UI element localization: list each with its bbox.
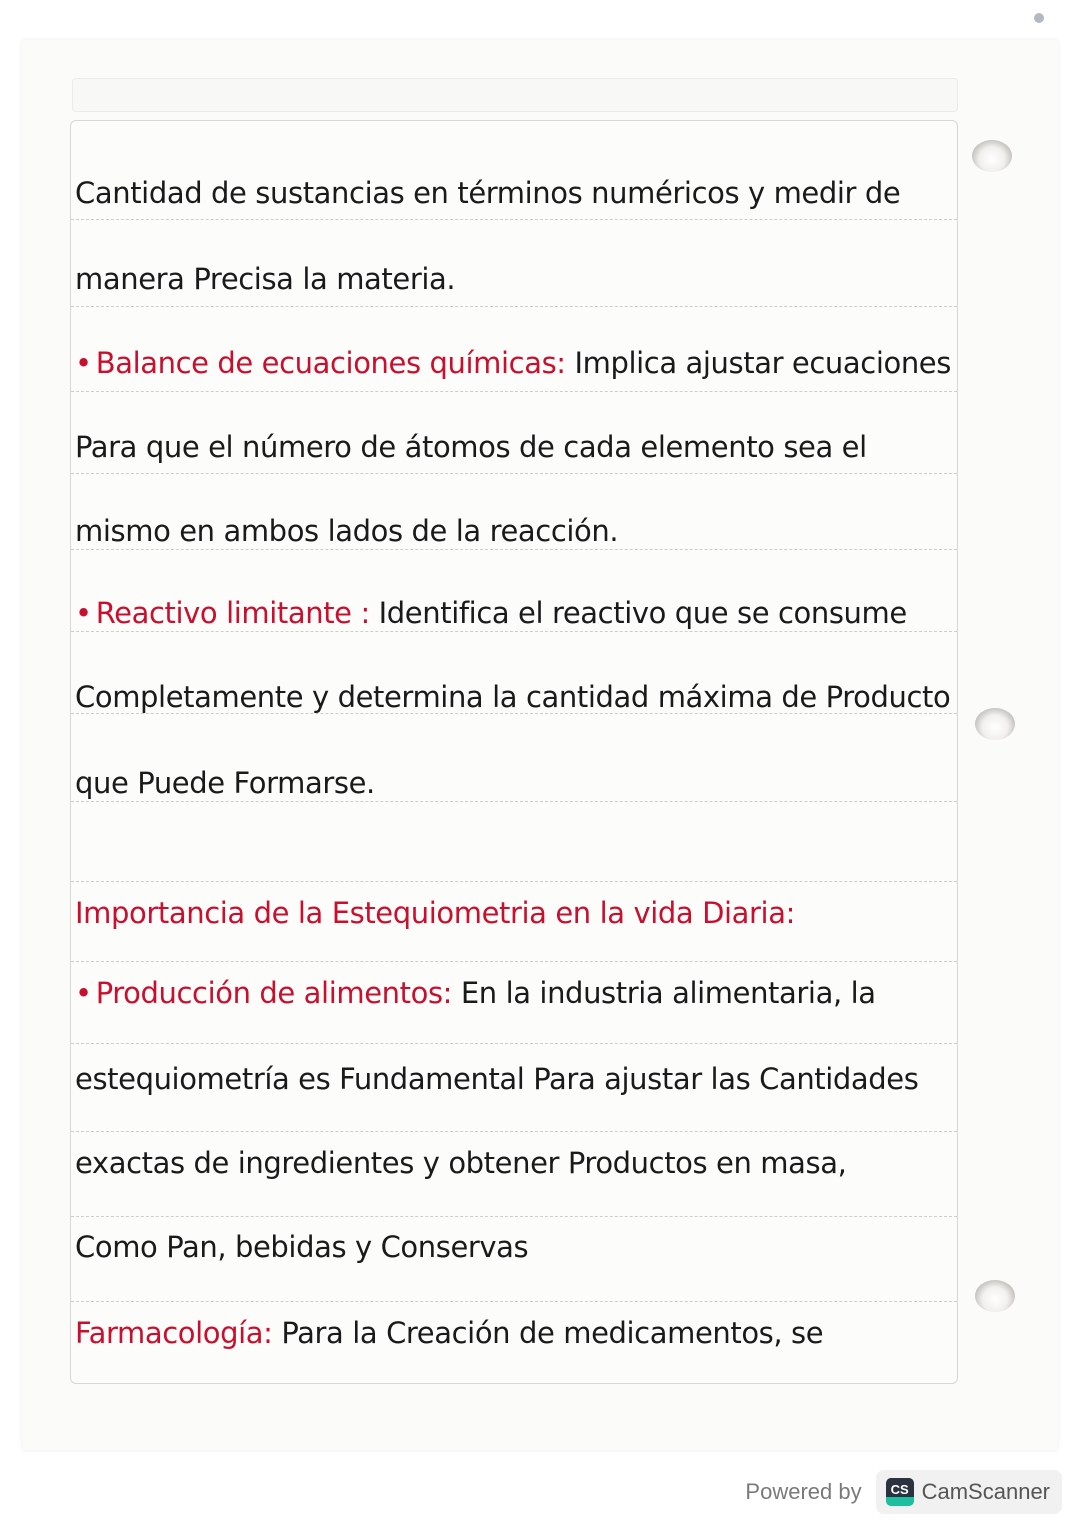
rule-line xyxy=(71,881,957,882)
line-text: exactas de ingredientes y obtener Productos en masa, xyxy=(75,1146,847,1180)
corner-dot xyxy=(1034,13,1044,23)
line-text: que Puede Formarse. xyxy=(75,766,375,800)
section-title-text: Importancia de la Estequiometria en la vida Diaria: xyxy=(75,896,795,930)
text-line-7 xyxy=(75,677,951,717)
camscanner-watermark xyxy=(745,1470,1062,1514)
line-text: Cantidad de sustancias en términos numéricos y medir de xyxy=(75,176,901,210)
powered-by-label: Powered by xyxy=(745,1479,862,1504)
item-heading: Farmacología: xyxy=(75,1316,273,1350)
line-text: Completamente y determina la cantidad máxima de Producto xyxy=(75,680,951,714)
text-line-5 xyxy=(75,511,947,551)
notebook-top-strip xyxy=(72,78,958,112)
text-line-12 xyxy=(75,1143,947,1183)
line-text: estequiometría es Fundamental Para ajustar las Cantidades xyxy=(75,1062,919,1096)
farmacologia-item xyxy=(75,1313,947,1353)
rule-line xyxy=(71,391,957,392)
binder-hole xyxy=(972,140,1012,172)
line-text: mismo en ambos lados de la reacción. xyxy=(75,514,619,548)
section-title xyxy=(75,893,947,933)
rule-line xyxy=(71,306,957,307)
rule-line xyxy=(71,1131,957,1132)
text-line-13 xyxy=(75,1227,947,1267)
balance-ecuaciones-item xyxy=(75,343,951,383)
item-text: En la industria alimentaria, la xyxy=(452,976,876,1010)
rule-line xyxy=(71,1043,957,1044)
camscanner-brand: CamScanner xyxy=(921,1479,1050,1504)
line-text: Como Pan, bebidas y Conservas xyxy=(75,1230,529,1264)
bullet-icon: • xyxy=(75,596,92,630)
bullet-icon: • xyxy=(75,346,92,380)
rule-line xyxy=(71,219,957,220)
camscanner-badge xyxy=(876,1470,1062,1514)
rule-line xyxy=(71,473,957,474)
binder-hole xyxy=(975,1280,1015,1312)
produccion-alimentos-item xyxy=(75,973,947,1013)
line-text: Para que el número de átomos de cada elemento sea el xyxy=(75,430,867,464)
item-heading: Producción de alimentos: xyxy=(95,976,453,1010)
text-line-11 xyxy=(75,1059,947,1099)
notebook-page xyxy=(70,120,958,1384)
text-line-2 xyxy=(75,259,947,299)
item-heading: Reactivo limitante : xyxy=(95,596,370,630)
item-heading: Balance de ecuaciones químicas: xyxy=(95,346,566,380)
line-text: manera Precisa la materia. xyxy=(75,262,456,296)
camscanner-logo-icon: CS xyxy=(886,1478,914,1506)
rule-line xyxy=(71,1301,957,1302)
binder-hole xyxy=(975,708,1015,740)
text-line-1 xyxy=(75,173,947,213)
text-line-4 xyxy=(75,427,947,467)
item-text: Para la Creación de medicamentos, se xyxy=(272,1316,824,1350)
bullet-icon: • xyxy=(75,976,92,1010)
reactivo-limitante-item xyxy=(75,593,947,633)
rule-line xyxy=(71,1216,957,1217)
item-text: Identifica el reactivo que se consume xyxy=(369,596,907,630)
text-line-8 xyxy=(75,763,947,803)
item-text: Implica ajustar ecuaciones xyxy=(565,346,951,380)
rule-line xyxy=(71,961,957,962)
